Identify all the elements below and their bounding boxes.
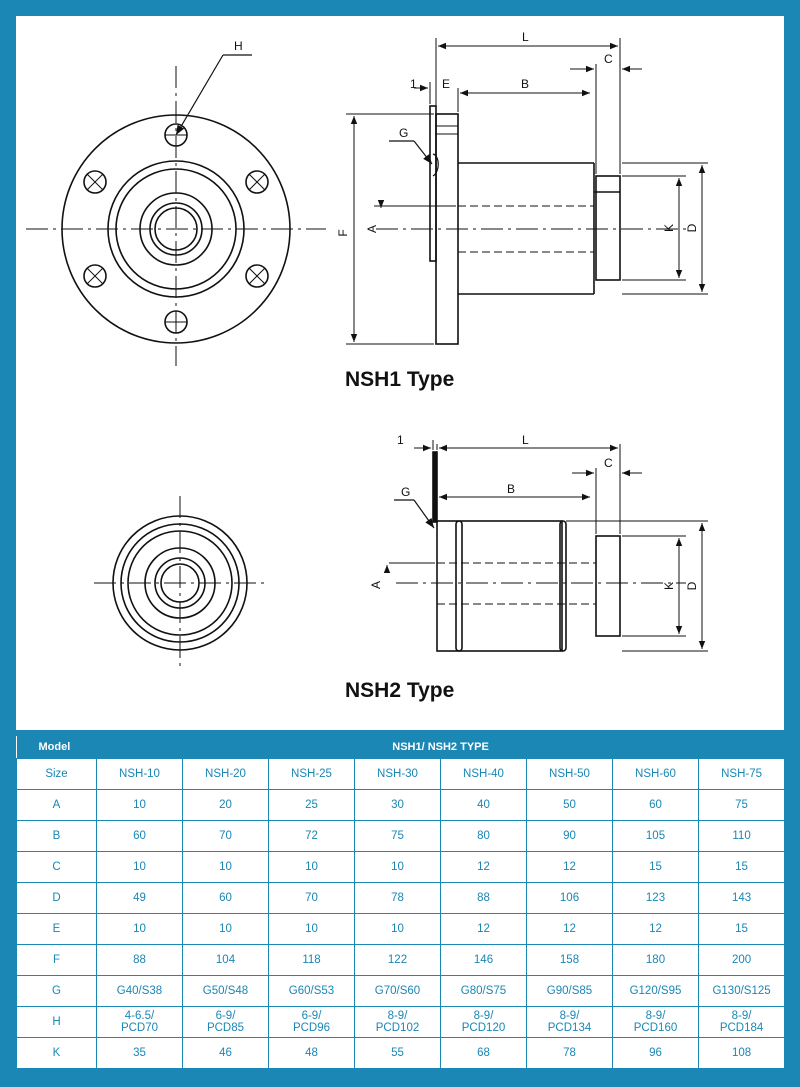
dim-label-1: 1 xyxy=(410,77,417,91)
bolt-hole xyxy=(84,171,106,193)
cell-line: PCD134 xyxy=(547,1022,592,1034)
dim-label-1: 1 xyxy=(397,433,404,447)
nsh2-title: NSH2 Type xyxy=(345,679,455,702)
table-row xyxy=(17,914,785,945)
table-cell: 10 xyxy=(97,914,183,945)
cell-line: PCD184 xyxy=(719,1022,764,1034)
table-cell: 35 xyxy=(97,1038,183,1069)
table-cell: 10 xyxy=(183,852,269,883)
nsh2-front-view xyxy=(94,496,266,671)
table-cell: G130/S125 xyxy=(699,976,785,1007)
table-cell xyxy=(699,1007,785,1038)
table-cell: 15 xyxy=(699,914,785,945)
table-cell: 49 xyxy=(97,883,183,914)
table-cell: 60 xyxy=(613,790,699,821)
row-label: A xyxy=(17,790,97,821)
table-cell: 10 xyxy=(269,914,355,945)
table-cell: G70/S60 xyxy=(355,976,441,1007)
table-cell: 158 xyxy=(527,945,613,976)
nsh1-front-view xyxy=(26,55,326,366)
spec-table xyxy=(16,736,785,1069)
table-cell: NSH-50 xyxy=(527,759,613,790)
table-cell: 78 xyxy=(355,883,441,914)
table-cell: 48 xyxy=(269,1038,355,1069)
cell-line: PCD120 xyxy=(461,1022,506,1034)
table-row xyxy=(17,790,785,821)
table-cell: NSH-30 xyxy=(355,759,441,790)
table-cell: 46 xyxy=(183,1038,269,1069)
row-label: K xyxy=(17,1038,97,1069)
dim-label-a: A xyxy=(369,580,383,590)
table-cell: 12 xyxy=(527,914,613,945)
technical-drawing xyxy=(16,16,784,730)
table-cell: 96 xyxy=(613,1038,699,1069)
model-header: Model xyxy=(17,736,97,759)
bolt-hole xyxy=(246,265,268,287)
dim-label-b: B xyxy=(521,77,530,91)
table-cell: 68 xyxy=(441,1038,527,1069)
table-cell: 15 xyxy=(699,852,785,883)
cell-line: PCD96 xyxy=(292,1022,331,1034)
table-cell: 75 xyxy=(355,821,441,852)
row-label: F xyxy=(17,945,97,976)
table-cell: 60 xyxy=(97,821,183,852)
table-cell: NSH-25 xyxy=(269,759,355,790)
dim-label-f: F xyxy=(336,229,350,237)
table-cell: G40/S38 xyxy=(97,976,183,1007)
cell-line: 8-9/ xyxy=(473,1010,494,1022)
cell-line: PCD70 xyxy=(120,1022,159,1034)
cell-line: 8-9/ xyxy=(559,1010,580,1022)
table-cell xyxy=(355,1007,441,1038)
table-cell: 118 xyxy=(269,945,355,976)
cell-line: 8-9/ xyxy=(645,1010,666,1022)
row-label: Size xyxy=(17,759,97,790)
dim-label-e: E xyxy=(442,77,451,91)
table-row xyxy=(17,759,785,790)
table-row xyxy=(17,1038,785,1069)
table-cell: 10 xyxy=(269,852,355,883)
table-header-row xyxy=(17,736,785,759)
table-cell: G90/S85 xyxy=(527,976,613,1007)
dim-label-d: D xyxy=(685,223,699,233)
bolt-hole xyxy=(84,265,106,287)
nsh1-title: NSH1 Type xyxy=(345,368,455,391)
table-cell: 12 xyxy=(441,914,527,945)
table-cell: 50 xyxy=(527,790,613,821)
cell-line: 8-9/ xyxy=(387,1010,408,1022)
row-label: B xyxy=(17,821,97,852)
table-cell: 25 xyxy=(269,790,355,821)
bolt-hole xyxy=(246,171,268,193)
row-label: H xyxy=(17,1007,97,1038)
table-cell: 75 xyxy=(699,790,785,821)
table-cell: 12 xyxy=(441,852,527,883)
dim-label-l: L xyxy=(522,30,529,44)
table-cell: 110 xyxy=(699,821,785,852)
table-row xyxy=(17,852,785,883)
table-cell: 123 xyxy=(613,883,699,914)
table-cell: 10 xyxy=(97,852,183,883)
table-row xyxy=(17,883,785,914)
row-label: G xyxy=(17,976,97,1007)
table-cell: 10 xyxy=(355,852,441,883)
table-cell: 70 xyxy=(269,883,355,914)
dim-label-c: C xyxy=(604,52,613,66)
cell-line: 4-6.5/ xyxy=(124,1010,155,1022)
nsh1-labels xyxy=(234,30,699,237)
table-cell: G50/S48 xyxy=(183,976,269,1007)
cell-line: PCD85 xyxy=(206,1022,245,1034)
dim-label-b: B xyxy=(507,482,516,496)
dim-label-g: G xyxy=(401,485,411,499)
table-cell: 80 xyxy=(441,821,527,852)
table-cell: 40 xyxy=(441,790,527,821)
table-cell xyxy=(97,1007,183,1038)
dim-label-a: A xyxy=(365,224,379,234)
table-cell: 55 xyxy=(355,1038,441,1069)
table-cell: 105 xyxy=(613,821,699,852)
table-cell: NSH-75 xyxy=(699,759,785,790)
table-row xyxy=(17,945,785,976)
dim-label-l: L xyxy=(522,433,529,447)
table-cell: 72 xyxy=(269,821,355,852)
row-label: C xyxy=(17,852,97,883)
table-cell: 60 xyxy=(183,883,269,914)
dim-label-d: D xyxy=(685,581,699,591)
dim-label-k: K xyxy=(662,223,676,233)
table-cell: 122 xyxy=(355,945,441,976)
dim-label-h: H xyxy=(234,39,243,53)
table-cell: 88 xyxy=(97,945,183,976)
table-cell: 180 xyxy=(613,945,699,976)
table-row xyxy=(17,976,785,1007)
table-row xyxy=(17,1007,785,1038)
table-cell xyxy=(183,1007,269,1038)
table-cell: 104 xyxy=(183,945,269,976)
table-cell xyxy=(527,1007,613,1038)
table-cell xyxy=(441,1007,527,1038)
type-header: NSH1/ NSH2 TYPE xyxy=(97,736,785,759)
table-body xyxy=(17,759,785,1069)
table-cell: G80/S75 xyxy=(441,976,527,1007)
table-cell: 10 xyxy=(355,914,441,945)
table-cell: NSH-60 xyxy=(613,759,699,790)
table-row xyxy=(17,821,785,852)
table-cell: 146 xyxy=(441,945,527,976)
table-cell: 20 xyxy=(183,790,269,821)
cell-line: PCD160 xyxy=(633,1022,678,1034)
nsh2-labels xyxy=(369,433,699,590)
table-cell: NSH-40 xyxy=(441,759,527,790)
table-cell xyxy=(613,1007,699,1038)
cell-line: 6-9/ xyxy=(301,1010,322,1022)
table-cell: 15 xyxy=(613,852,699,883)
table-cell: 30 xyxy=(355,790,441,821)
table-cell: 143 xyxy=(699,883,785,914)
cell-line: PCD102 xyxy=(375,1022,420,1034)
dim-label-k: K xyxy=(662,581,676,591)
table-cell: 70 xyxy=(183,821,269,852)
table-cell: 108 xyxy=(699,1038,785,1069)
table-cell: 12 xyxy=(527,852,613,883)
row-label: D xyxy=(17,883,97,914)
table-cell: NSH-10 xyxy=(97,759,183,790)
table-cell: 88 xyxy=(441,883,527,914)
table-cell: 78 xyxy=(527,1038,613,1069)
table-cell: 106 xyxy=(527,883,613,914)
dim-label-c: C xyxy=(604,456,613,470)
table-cell: 90 xyxy=(527,821,613,852)
cell-line: 6-9/ xyxy=(215,1010,236,1022)
table-cell: 200 xyxy=(699,945,785,976)
nsh2-side-view xyxy=(387,440,708,651)
table-cell: NSH-20 xyxy=(183,759,269,790)
dim-label-g: G xyxy=(399,126,409,140)
row-label: E xyxy=(17,914,97,945)
table-cell: 10 xyxy=(97,790,183,821)
table-cell: 10 xyxy=(183,914,269,945)
table-cell: G120/S95 xyxy=(613,976,699,1007)
spec-table-wrap xyxy=(16,736,784,1070)
table-cell: G60/S53 xyxy=(269,976,355,1007)
cell-line: 8-9/ xyxy=(731,1010,752,1022)
table-cell xyxy=(269,1007,355,1038)
table-cell: 12 xyxy=(613,914,699,945)
